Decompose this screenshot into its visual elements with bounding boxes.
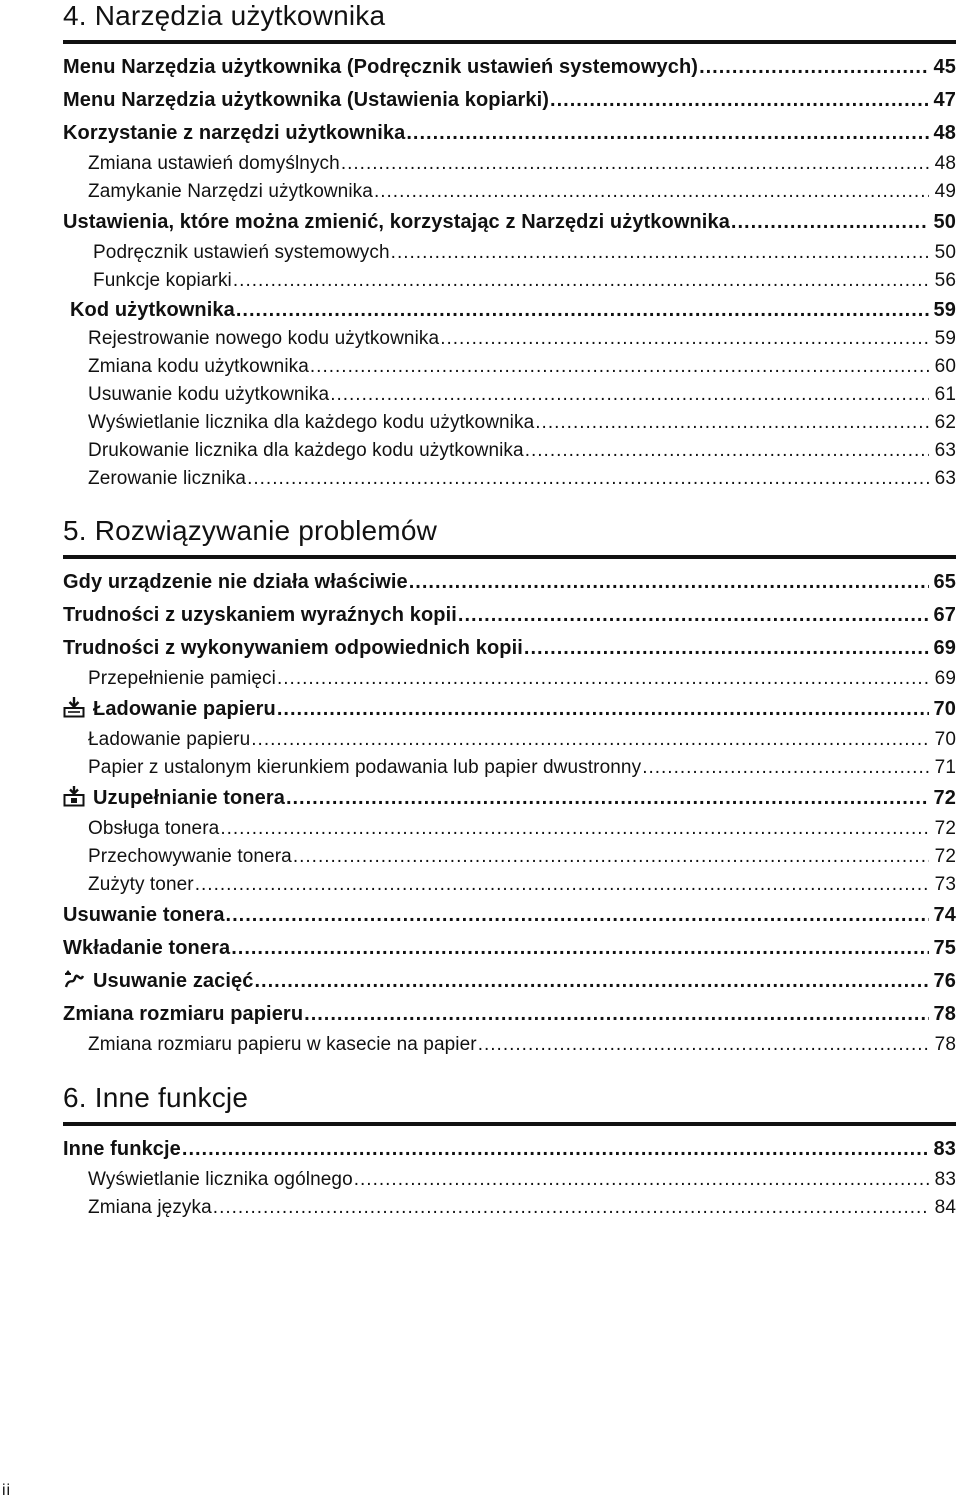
- toc-entry-text: Zerowanie licznika: [88, 468, 247, 489]
- dot-leader: [354, 1166, 929, 1194]
- add-toner-icon: [63, 785, 85, 807]
- toc-entry[interactable]: [63, 239, 956, 267]
- toc-entry-text: Podręcznik ustawień systemowych: [93, 242, 390, 263]
- toc-page-number: 76: [933, 970, 956, 992]
- toc-entry-label: [88, 754, 641, 782]
- toc-page-number: 50: [933, 211, 956, 233]
- toc-entry[interactable]: [63, 632, 956, 665]
- toc-page-number: 61: [934, 384, 956, 405]
- toc-entry-label: [93, 267, 232, 295]
- toc-entry-label: [88, 1166, 353, 1194]
- toc-entry[interactable]: [63, 51, 956, 84]
- toc-entry[interactable]: [63, 782, 956, 815]
- toc-page-number: 62: [934, 412, 956, 433]
- toc-entry-text: Usuwanie zacięć: [93, 970, 254, 992]
- toc-entry-label: [88, 815, 219, 843]
- toc-entry[interactable]: [63, 1133, 956, 1166]
- toc-entry-text: Uzupełnianie tonera: [93, 787, 285, 809]
- toc-entry-text: Funkcje kopiarki: [93, 270, 232, 291]
- toc-entry[interactable]: [63, 1194, 956, 1222]
- toc-entry-text: Menu Narzędzia użytkownika (Ustawienia kopiarki): [63, 89, 550, 111]
- toc-page-number: 49: [934, 181, 956, 202]
- dot-leader: [524, 632, 929, 665]
- toc-entry[interactable]: [63, 1031, 956, 1059]
- dot-leader: [277, 665, 929, 693]
- toc-entry[interactable]: [63, 381, 956, 409]
- toc-page-number: 59: [933, 299, 956, 321]
- toc-entry-label: [63, 51, 698, 84]
- toc-entry-label: [63, 998, 303, 1031]
- dot-leader: [195, 871, 929, 899]
- toc-entry-text: Przepełnienie pamięci: [88, 668, 276, 689]
- toc-page-number: 83: [933, 1138, 956, 1160]
- toc-entry-text: Usuwanie kodu użytkownika: [88, 384, 330, 405]
- toc-entry[interactable]: [63, 665, 956, 693]
- dot-leader: [642, 754, 929, 782]
- dot-leader: [213, 1194, 929, 1222]
- dot-leader: [525, 437, 929, 465]
- toc-entry-text: Trudności z uzyskaniem wyraźnych kopii: [63, 604, 457, 626]
- toc-entry[interactable]: [63, 325, 956, 353]
- toc-page-number: 50: [934, 242, 956, 263]
- toc-page-number: 78: [934, 1034, 956, 1055]
- toc-entry-label: [93, 239, 390, 267]
- dot-leader: [731, 206, 929, 239]
- toc-page-number: 72: [934, 846, 956, 867]
- toc-entry-text: Kod użytkownika: [70, 299, 235, 321]
- toc-entry[interactable]: [63, 1166, 956, 1194]
- toc-entry-label: [63, 899, 225, 932]
- toc-entry[interactable]: [63, 965, 956, 998]
- toc-entry-text: Drukowanie licznika dla każdego kodu użytkownika: [88, 440, 524, 461]
- toc-list: [63, 566, 956, 1059]
- dot-leader: [231, 932, 929, 965]
- toc-page-number: 56: [934, 270, 956, 291]
- dot-leader: [478, 1031, 929, 1059]
- toc-entry-text: Ładowanie papieru: [88, 729, 251, 750]
- table-of-contents: [63, 0, 956, 1222]
- chapter-section: [63, 1082, 956, 1222]
- toc-entry-text: Korzystanie z narzędzi użytkownika: [63, 122, 406, 144]
- toc-page-number: 72: [934, 818, 956, 839]
- toc-entry-text: Wkładanie tonera: [63, 937, 231, 959]
- toc-entry[interactable]: [63, 998, 956, 1031]
- dot-leader: [391, 239, 929, 267]
- toc-entry-label: [88, 437, 524, 465]
- toc-entry[interactable]: [63, 465, 956, 493]
- toc-page-number: 63: [934, 468, 956, 489]
- dot-leader: [341, 150, 929, 178]
- toc-entry[interactable]: [63, 843, 956, 871]
- toc-page-number: 59: [934, 328, 956, 349]
- dot-leader: [226, 899, 929, 932]
- toc-page-number: 72: [933, 787, 956, 809]
- toc-page-number: 71: [934, 757, 956, 778]
- dot-leader: [251, 726, 929, 754]
- dot-leader: [374, 178, 929, 206]
- toc-entry-label: [88, 843, 292, 871]
- toc-entry-text: Wyświetlanie licznika dla każdego kodu użytkownika: [88, 412, 535, 433]
- toc-entry-text: Zmiana ustawień domyślnych: [88, 153, 340, 174]
- toc-page-number: 78: [933, 1003, 956, 1025]
- toc-entry[interactable]: [63, 437, 956, 465]
- toc-entry-text: Zamykanie Narzędzi użytkownika: [88, 181, 373, 202]
- toc-page-number: 74: [933, 904, 956, 926]
- dot-leader: [233, 267, 929, 295]
- toc-entry-label: [88, 465, 246, 493]
- chapter-rule: [63, 40, 956, 44]
- dot-leader: [293, 843, 929, 871]
- toc-entry-label: [88, 381, 329, 409]
- toc-page-number: 69: [934, 668, 956, 689]
- toc-entry[interactable]: [63, 267, 956, 295]
- toc-entry[interactable]: [63, 899, 956, 932]
- toc-entry-text: Papier z ustalonym kierunkiem podawania lub papier dwustronny: [88, 757, 642, 778]
- toc-entry[interactable]: [63, 353, 956, 381]
- dot-leader: [699, 51, 929, 84]
- toc-entry-label: [88, 325, 439, 353]
- chapter-section: [63, 515, 956, 1059]
- toc-entry[interactable]: [63, 932, 956, 965]
- toc-entry-text: Zmiana rozmiaru papieru: [63, 1003, 304, 1025]
- toc-entry[interactable]: [63, 599, 956, 632]
- toc-page-number: 73: [934, 874, 956, 895]
- dot-leader: [277, 693, 929, 726]
- page-number: ii: [2, 1482, 12, 1499]
- dot-leader: [458, 599, 929, 632]
- toc-entry-label: [63, 1133, 181, 1166]
- toc-page-number: 84: [934, 1197, 956, 1218]
- dot-leader: [247, 465, 929, 493]
- toc-entry[interactable]: [63, 178, 956, 206]
- toc-page-number: 60: [934, 356, 956, 377]
- toc-entry-label: [63, 599, 457, 632]
- toc-entry[interactable]: [63, 566, 956, 599]
- paper-jam-icon: [63, 968, 85, 990]
- toc-entry-label: [88, 726, 250, 754]
- dot-leader: [409, 566, 929, 599]
- toc-entry-text: Zmiana języka: [88, 1197, 212, 1218]
- toc-entry[interactable]: [63, 295, 956, 325]
- toc-entry-label: [88, 409, 534, 437]
- toc-page-number: 75: [933, 937, 956, 959]
- toc-entry-label: [88, 178, 373, 206]
- toc-page-number: 65: [933, 571, 956, 593]
- toc-page-number: 45: [933, 56, 956, 78]
- dot-leader: [182, 1133, 929, 1166]
- dot-leader: [236, 295, 929, 325]
- toc-entry[interactable]: [63, 815, 956, 843]
- toc-entry-label: [63, 566, 408, 599]
- toc-entry-text: Usuwanie tonera: [63, 904, 225, 926]
- toc-page-number: 69: [933, 637, 956, 659]
- toc-entry-label: [63, 965, 253, 998]
- toc-entry[interactable]: [63, 206, 956, 239]
- toc-entry[interactable]: [63, 726, 956, 754]
- dot-leader: [330, 381, 929, 409]
- toc-page-number: 70: [934, 729, 956, 750]
- toc-list: [63, 51, 956, 493]
- chapter-rule: [63, 1122, 956, 1126]
- toc-entry-text: Ładowanie papieru: [93, 698, 276, 720]
- chapter-title: 6. Inne funkcje: [63, 1082, 249, 1113]
- toc-entry-label: [63, 206, 730, 239]
- load-paper-icon: [63, 696, 85, 718]
- toc-entry[interactable]: [63, 409, 956, 437]
- toc-entry[interactable]: [63, 117, 956, 150]
- chapter-rule: [63, 555, 956, 559]
- toc-entry-text: Obsługa tonera: [88, 818, 220, 839]
- toc-entry-label: [88, 1194, 212, 1222]
- toc-entry[interactable]: [63, 150, 956, 178]
- toc-entry-text: Menu Narzędzia użytkownika (Podręcznik ustawień systemowych): [63, 56, 699, 78]
- toc-entry-text: Gdy urządzenie nie działa właściwie: [63, 571, 408, 593]
- dot-leader: [535, 409, 929, 437]
- toc-entry-text: Zużyty toner: [88, 874, 194, 895]
- toc-entry-label: [88, 353, 309, 381]
- dot-leader: [220, 815, 929, 843]
- dot-leader: [406, 117, 929, 150]
- toc-entry-text: Rejestrowanie nowego kodu użytkownika: [88, 328, 440, 349]
- dot-leader: [254, 965, 929, 998]
- toc-page-number: 83: [934, 1169, 956, 1190]
- toc-page-number: 47: [933, 89, 956, 111]
- toc-entry-text: Inne funkcje: [63, 1138, 181, 1160]
- dot-leader: [304, 998, 929, 1031]
- toc-page-number: 70: [933, 698, 956, 720]
- toc-entry-text: Trudności z wykonywaniem odpowiednich kopii: [63, 637, 523, 659]
- toc-list: [63, 1133, 956, 1222]
- dot-leader: [440, 325, 929, 353]
- toc-page-number: 67: [933, 604, 956, 626]
- toc-entry[interactable]: [63, 84, 956, 117]
- chapter-title: 4. Narzędzia użytkownika: [63, 0, 386, 31]
- dot-leader: [286, 782, 929, 815]
- dot-leader: [550, 84, 929, 117]
- dot-leader: [310, 353, 929, 381]
- toc-page-number: 48: [934, 153, 956, 174]
- chapter-section: [63, 0, 956, 493]
- toc-entry-label: [88, 665, 276, 693]
- toc-entry-label: [63, 632, 523, 665]
- toc-entry-text: Zmiana rozmiaru papieru w kasecie na papier: [88, 1034, 477, 1055]
- toc-page-number: 63: [934, 440, 956, 461]
- toc-entry-label: [88, 1031, 477, 1059]
- toc-entry-label: [63, 84, 549, 117]
- toc-entry-label: [63, 932, 230, 965]
- toc-entry[interactable]: [63, 693, 956, 726]
- toc-entry[interactable]: [63, 871, 956, 899]
- chapter-title: 5. Rozwiązywanie problemów: [63, 515, 438, 546]
- toc-entry[interactable]: [63, 754, 956, 782]
- toc-entry-label: [88, 150, 340, 178]
- toc-entry-label: [63, 117, 405, 150]
- toc-entry-text: Ustawienia, które można zmienić, korzystając z Narzędzi użytkownika: [63, 211, 730, 233]
- toc-entry-label: [63, 693, 276, 726]
- toc-entry-text: Wyświetlanie licznika ogólnego: [88, 1169, 353, 1190]
- toc-page-number: 48: [933, 122, 956, 144]
- toc-entry-text: Zmiana kodu użytkownika: [88, 356, 309, 377]
- toc-entry-text: Przechowywanie tonera: [88, 846, 292, 867]
- toc-entry-label: [70, 295, 235, 325]
- toc-entry-label: [88, 871, 194, 899]
- toc-entry-label: [63, 782, 285, 815]
